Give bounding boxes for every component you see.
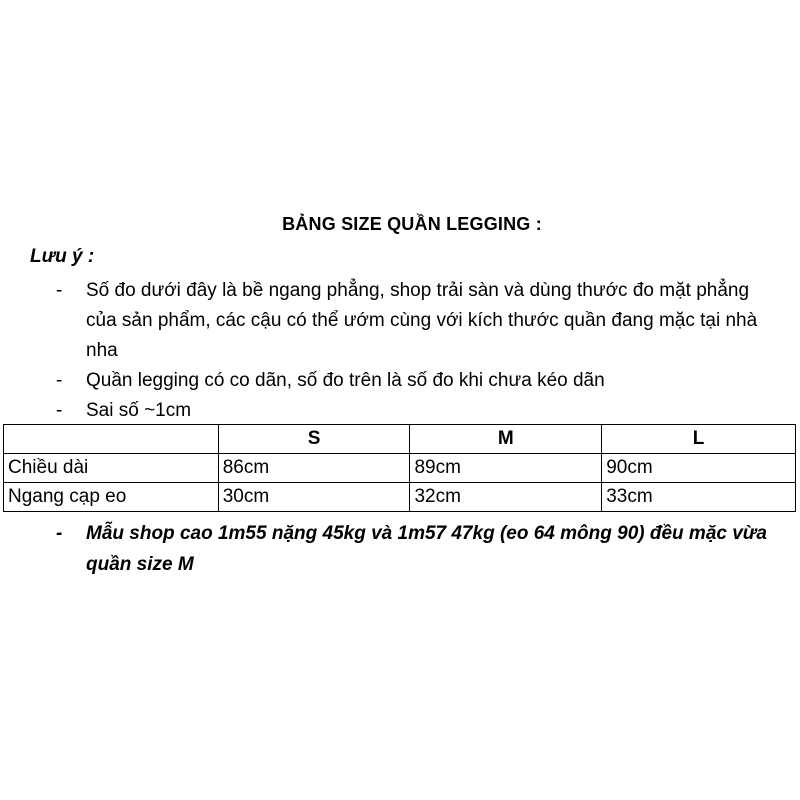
table-header-cell: S	[218, 425, 410, 454]
note-text: Quần legging có co dãn, số đo trên là số đo khi chưa kéo dãn	[86, 370, 605, 391]
table-row	[4, 454, 796, 483]
table-cell: 86cm	[218, 454, 410, 483]
bullet-dash: -	[56, 523, 63, 544]
table-cell: 32cm	[410, 483, 602, 512]
bullet-dash: -	[56, 370, 63, 391]
note-label: Lưu ý :	[30, 246, 95, 267]
size-table	[3, 424, 796, 512]
table-header-cell: M	[410, 425, 602, 454]
table-header-row	[4, 425, 796, 454]
table-cell: 30cm	[218, 483, 410, 512]
footnote	[56, 518, 800, 580]
table-cell: Ngang cạp eo	[4, 483, 219, 512]
note-text: Số đo dưới đây là bề ngang phẳng, shop trải sàn và dùng thước đo mặt phẳng của sản phẩm, các cậu có thể ướm cùng với kích thước quần đang mặc tại nhà nha	[86, 280, 758, 361]
bullet-dash: -	[56, 280, 63, 301]
notes-list	[56, 276, 776, 426]
page-title: BẢNG SIZE QUẦN LEGGING :	[282, 214, 542, 234]
table-header-cell	[4, 425, 219, 454]
list-item	[56, 396, 776, 426]
table-cell: 33cm	[602, 483, 796, 512]
table-row	[4, 483, 796, 512]
list-item	[56, 366, 776, 396]
footnote-text: Mẫu shop cao 1m55 nặng 45kg và 1m57 47kg (eo 64 mông 90) đều mặc vừa quần size M	[86, 523, 767, 575]
bullet-dash: -	[56, 400, 63, 421]
table-cell: 89cm	[410, 454, 602, 483]
list-item	[56, 276, 776, 366]
table-header-cell: L	[602, 425, 796, 454]
table-cell: Chiều dài	[4, 454, 219, 483]
note-text: Sai số ~1cm	[86, 400, 192, 421]
table-cell: 90cm	[602, 454, 796, 483]
